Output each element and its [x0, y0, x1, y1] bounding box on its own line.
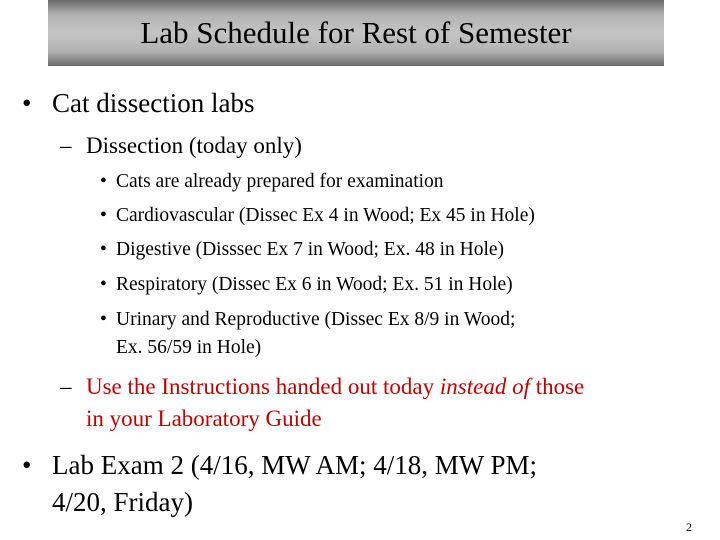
item-cats-prepared: Cats are already prepared for examination [116, 171, 444, 192]
item-marker: • [100, 309, 107, 330]
title-bar [48, 0, 664, 66]
instructions-emphasis: instead of [439, 374, 530, 399]
bullet-marker: • [22, 88, 32, 118]
bullet-cat-dissection: Cat dissection labs [52, 88, 255, 118]
item-marker: • [100, 239, 107, 260]
item-marker: • [100, 205, 107, 226]
item-urinary-reproductive-cont: Ex. 56/59 in Hole) [116, 337, 262, 358]
item-marker: • [100, 171, 107, 192]
dash-marker: – [60, 133, 72, 158]
sub-bullet-instructions-cont: in your Laboratory Guide [86, 406, 322, 431]
item-urinary-reproductive: Urinary and Reproductive (Dissec Ex 8/9 in Wood; [116, 309, 516, 330]
dash-marker: – [60, 374, 72, 399]
item-digestive: Digestive (Disssec Ex 7 in Wood; Ex. 48 in Hole) [116, 239, 505, 260]
bullet-marker: • [22, 450, 32, 480]
item-cardiovascular: Cardiovascular (Dissec Ex 4 in Wood; Ex 45 in Hole) [116, 205, 535, 226]
sub-bullet-instructions [86, 371, 584, 403]
page-number: 2 [686, 520, 692, 534]
slide-title: Lab Schedule for Rest of Semester [140, 15, 572, 50]
instructions-text-end: those [529, 374, 585, 399]
item-marker: • [100, 274, 107, 295]
sub-bullet-dissection: Dissection (today only) [86, 133, 302, 158]
bullet-lab-exam: Lab Exam 2 (4/16, MW AM; 4/18, MW PM; [52, 450, 537, 480]
instructions-text-start: Use the Instructions handed out today [86, 374, 440, 399]
item-respiratory: Respiratory (Dissec Ex 6 in Wood; Ex. 51 in Hole) [116, 274, 513, 295]
bullet-lab-exam-cont: 4/20, Friday) [52, 487, 193, 517]
